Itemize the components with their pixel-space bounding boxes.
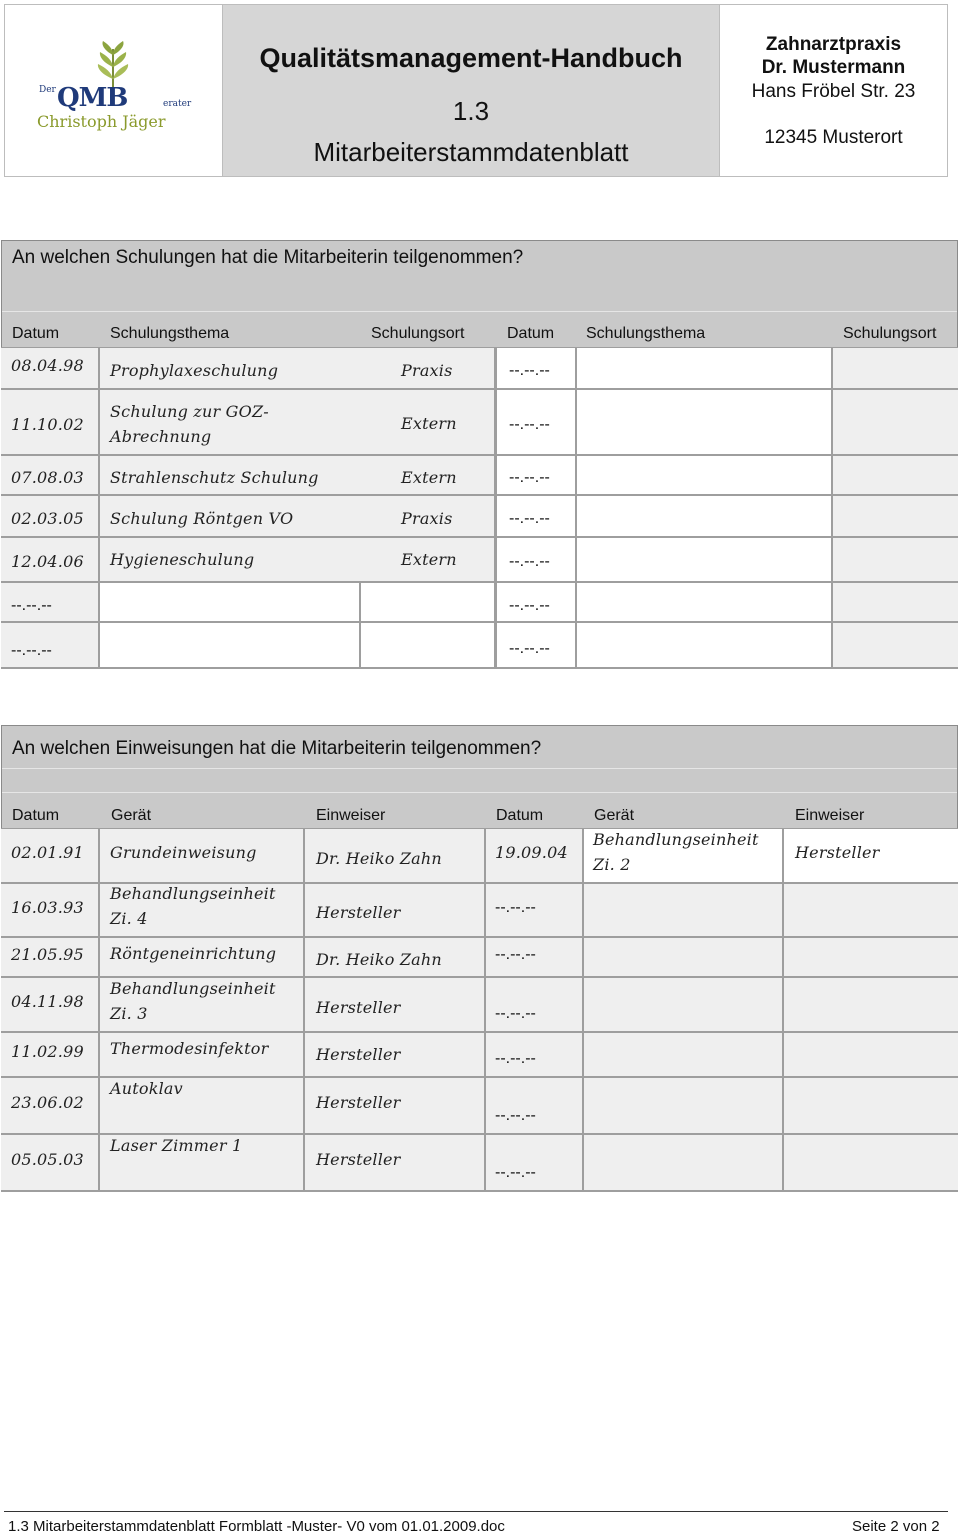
training-topic: Hygieneschulung: [110, 550, 255, 569]
col-thema-1: Schulungsthema: [110, 325, 230, 342]
table-cell: [784, 938, 958, 976]
training-date: --.--.--: [11, 597, 52, 614]
training-date-2: --.--.--: [509, 416, 550, 433]
training-date-2: --.--.--: [509, 362, 550, 379]
col-geraet-1: Gerät: [111, 807, 152, 824]
instruction-device: Behandlungseinheit: [110, 884, 276, 903]
table-cell: [584, 1078, 782, 1133]
table-cell: [784, 978, 958, 1031]
schulungen-table: [1, 347, 958, 669]
header-title-box: [223, 4, 719, 177]
table-cell: [577, 496, 831, 536]
instruction-device-2: Behandlungseinheit: [593, 830, 759, 849]
col-geraet-2: Gerät: [594, 807, 635, 824]
instruction-date: 02.01.91: [11, 843, 84, 862]
instruction-date: 04.11.98: [11, 992, 84, 1011]
training-date-2: --.--.--: [509, 597, 550, 614]
training-date: 08.04.98: [11, 356, 84, 375]
instruction-date-2: --.--.--: [495, 899, 536, 916]
instruction-by: Hersteller: [316, 998, 401, 1017]
table-cell: [584, 884, 782, 936]
table-cell: [361, 583, 494, 621]
training-date: 07.08.03: [11, 468, 84, 487]
training-date-2: --.--.--: [509, 640, 550, 657]
table-cell: [833, 496, 958, 536]
table-cell: [833, 390, 958, 454]
table-cell: [833, 583, 958, 621]
instruction-date-2: --.--.--: [495, 1107, 536, 1124]
table-cell: [833, 538, 958, 581]
col-ort-1: Schulungsort: [371, 325, 465, 342]
practice-street: Hans Fröbel Str. 23: [751, 81, 916, 102]
col-datum-2: Datum: [496, 807, 544, 824]
logo-brand: QMB: [57, 83, 128, 113]
instruction-device: Autoklav: [110, 1079, 183, 1098]
instruction-by: Dr. Heiko Zahn: [316, 849, 442, 868]
table-cell: [784, 1135, 958, 1190]
table-cell: [784, 884, 958, 936]
instruction-device: Röntgeneinrichtung: [110, 944, 277, 963]
instruction-date-2: --.--.--: [495, 1005, 536, 1022]
col-ort-2: Schulungsort: [843, 325, 937, 342]
instruction-device: Behandlungseinheit: [110, 979, 276, 998]
instruction-device-line2: Zi. 3: [110, 1004, 148, 1023]
doctor-name: Dr. Mustermann: [761, 57, 906, 78]
training-place: Praxis: [401, 361, 453, 380]
practice-city: 12345 Musterort: [764, 127, 903, 148]
table-cell: [361, 623, 494, 667]
footer-divider: [4, 1511, 948, 1512]
training-place: Extern: [401, 468, 457, 487]
table-cell: [584, 1135, 782, 1190]
instruction-by: Hersteller: [316, 1045, 401, 1064]
training-place: Extern: [401, 414, 457, 433]
training-date-2: --.--.--: [509, 510, 550, 527]
instruction-device-2-line2: Zi. 2: [593, 855, 631, 874]
table-cell: [833, 623, 958, 667]
training-date: 12.04.06: [11, 552, 84, 571]
table-cell: [833, 456, 958, 494]
footer-page-number: Seite 2 von 2: [852, 1518, 940, 1535]
table-cell: [784, 1078, 958, 1133]
practice-name: Zahnarztpraxis: [765, 34, 902, 55]
table-cell: [577, 583, 831, 621]
table-cell: [577, 348, 831, 388]
col-einweiser-1: Einweiser: [316, 807, 386, 824]
col-einweiser-2: Einweiser: [795, 807, 865, 824]
instruction-date-2: --.--.--: [495, 1164, 536, 1181]
instruction-device-line2: Zi. 4: [110, 909, 148, 928]
table-cell: [577, 390, 831, 454]
instruction-device: Laser Zimmer 1: [110, 1136, 243, 1155]
training-place: Praxis: [401, 509, 453, 528]
training-topic-line2: Abrechnung: [110, 427, 212, 446]
training-topic: Strahlenschutz Schulung: [110, 468, 319, 487]
instruction-date: 21.05.95: [11, 945, 84, 964]
table-cell: [100, 623, 359, 667]
table-cell: [100, 583, 359, 621]
table-cell: [577, 623, 831, 667]
einweisungen-section-header: [1, 725, 958, 829]
training-date: 11.10.02: [11, 415, 84, 434]
instruction-date: 16.03.93: [11, 898, 84, 917]
training-topic: Schulung zur GOZ-: [110, 402, 269, 421]
training-date: --.--.--: [11, 642, 52, 659]
document-subtitle: Mitarbeiterstammdatenblatt: [313, 137, 629, 167]
table-cell: [584, 978, 782, 1031]
instruction-by: Hersteller: [316, 1093, 401, 1112]
document-number: 1.3: [452, 96, 490, 126]
footer-filename: 1.3 Mitarbeiterstammdatenblatt Formblatt -Muster- V0 vom 01.01.2009.doc: [8, 1518, 505, 1535]
logo-name: Christoph Jäger: [37, 112, 166, 131]
einweisungen-question: An welchen Einweisungen hat die Mitarbeiterin teilgenommen?: [12, 738, 542, 759]
instruction-device: Grundeinweisung: [110, 843, 257, 862]
training-date-2: --.--.--: [509, 469, 550, 486]
document-title: Qualitätsmanagement-Handbuch: [259, 43, 683, 73]
instruction-date: 11.02.99: [11, 1042, 84, 1061]
training-date: 02.03.05: [11, 509, 84, 528]
instruction-device: Thermodesinfektor: [110, 1039, 269, 1058]
logo-suffix: erater: [163, 99, 192, 109]
training-topic: Schulung Röntgen VO: [110, 509, 294, 528]
table-cell: [577, 456, 831, 494]
instruction-by: Dr. Heiko Zahn: [316, 950, 442, 969]
instruction-by: Hersteller: [316, 903, 401, 922]
col-datum-1: Datum: [12, 325, 60, 342]
col-datum-1: Datum: [12, 807, 60, 824]
schulungen-section-header: [1, 240, 958, 348]
instruction-by-2: Hersteller: [795, 843, 880, 862]
table-cell: [833, 348, 958, 388]
instruction-date: 23.06.02: [11, 1093, 84, 1112]
training-date-2: --.--.--: [509, 553, 550, 570]
training-place: Extern: [401, 550, 457, 569]
table-cell: [584, 938, 782, 976]
instruction-date-2: 19.09.04: [495, 843, 568, 862]
instruction-by: Hersteller: [316, 1150, 401, 1169]
col-thema-2: Schulungsthema: [586, 325, 706, 342]
practice-address-box: [719, 4, 948, 177]
table-cell: [584, 1033, 782, 1076]
table-cell: [577, 538, 831, 581]
table-cell: [784, 1033, 958, 1076]
instruction-date-2: --.--.--: [495, 946, 536, 963]
training-topic: Prophylaxeschulung: [110, 361, 279, 380]
schulungen-question: An welchen Schulungen hat die Mitarbeiterin teilgenommen?: [12, 247, 524, 268]
instruction-date: 05.05.03: [11, 1150, 84, 1169]
logo-der: Der: [39, 85, 56, 95]
col-datum-2: Datum: [507, 325, 555, 342]
logo-box: [4, 4, 223, 177]
instruction-date-2: --.--.--: [495, 1050, 536, 1067]
